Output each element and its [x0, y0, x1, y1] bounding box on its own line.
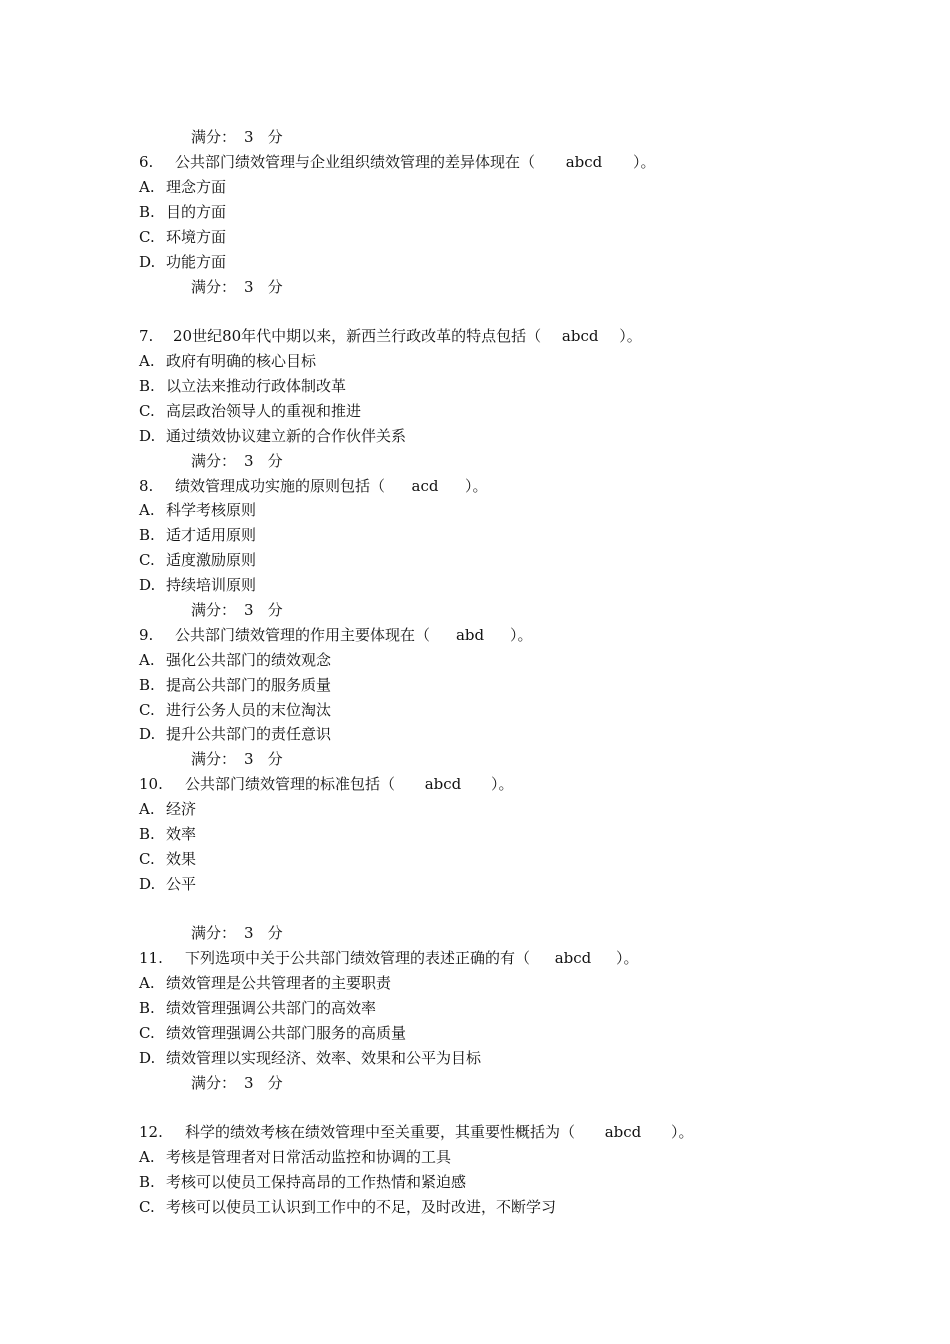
option-d: [0, 1046, 950, 1070]
score-line: [0, 1071, 950, 1095]
option-text: 高层政治领导人的重视和推进: [166, 402, 362, 420]
option-d: [0, 573, 950, 597]
option-letter: B.: [139, 377, 155, 395]
option-b: [0, 673, 950, 697]
option-letter: A.: [139, 651, 155, 669]
option-c: [0, 698, 950, 722]
score-label: 满分：: [191, 128, 237, 146]
option-text: 理念方面: [166, 178, 227, 196]
score-label: 满分：: [191, 1074, 237, 1092]
option-letter: A.: [139, 352, 155, 370]
question-number: 6.: [139, 153, 154, 171]
score-unit: 分: [267, 1074, 283, 1092]
option-letter: B.: [139, 999, 155, 1017]
option-d: [0, 872, 950, 896]
option-text: 以立法来推动行政体制改革: [166, 377, 347, 395]
question-number: 7.: [139, 327, 154, 345]
question-stem: 公共部门绩效管理与企业组织绩效管理的差异体现在（: [175, 153, 536, 171]
option-c: [0, 1195, 950, 1219]
option-letter: D.: [139, 576, 156, 594]
score-value: 3: [244, 452, 254, 470]
option-letter: C.: [139, 850, 155, 868]
question-stem: 科学的绩效考核在绩效管理中至关重要，其重要性概括为（: [185, 1123, 576, 1141]
option-text: 考核是管理者对日常活动监控和协调的工具: [166, 1148, 452, 1166]
option-b: [0, 1170, 950, 1194]
question-close: ）。: [633, 153, 656, 171]
score-unit: 分: [267, 452, 283, 470]
option-letter: D.: [139, 1049, 156, 1067]
option-letter: C.: [139, 1024, 155, 1042]
question-number: 12.: [139, 1123, 163, 1141]
option-letter: A.: [139, 178, 155, 196]
question-number: 11.: [139, 949, 163, 967]
option-text: 绩效管理强调公共部门服务的高质量: [166, 1024, 407, 1042]
score-label: 满分：: [191, 601, 237, 619]
score-line: [0, 449, 950, 473]
question-close: ）。: [465, 477, 488, 495]
option-letter: B.: [139, 526, 155, 544]
option-c: [0, 399, 950, 423]
question-answer: abcd: [565, 153, 603, 171]
option-letter: B.: [139, 203, 155, 221]
option-text: 效率: [166, 825, 197, 843]
option-letter: B.: [139, 1173, 155, 1191]
question-stem: 下列选项中关于公共部门绩效管理的表述正确的有（: [185, 949, 531, 967]
question-7: [0, 324, 950, 348]
option-c: [0, 847, 950, 871]
option-d: [0, 250, 950, 274]
option-letter: D.: [139, 253, 156, 271]
option-text: 通过绩效协议建立新的合作伙伴关系: [166, 427, 407, 445]
option-b: [0, 374, 950, 398]
option-a: [0, 498, 950, 522]
option-letter: A.: [139, 800, 155, 818]
score-value: 3: [244, 601, 254, 619]
question-answer: abcd: [554, 949, 592, 967]
question-stem: 公共部门绩效管理的作用主要体现在（: [175, 626, 431, 644]
option-d: [0, 424, 950, 448]
score-unit: 分: [267, 128, 283, 146]
question-close: ）。: [619, 327, 642, 345]
option-text: 环境方面: [166, 228, 227, 246]
option-letter: A.: [139, 501, 155, 519]
option-b: [0, 523, 950, 547]
option-b: [0, 996, 950, 1020]
option-a: [0, 648, 950, 672]
question-answer: abcd: [604, 1123, 642, 1141]
score-value: 3: [244, 924, 254, 942]
option-a: [0, 349, 950, 373]
score-line: [0, 598, 950, 622]
question-12: [0, 1120, 950, 1144]
question-close: ）。: [671, 1123, 694, 1141]
question-number: 10.: [139, 775, 163, 793]
question-close: ）。: [491, 775, 514, 793]
question-11: [0, 946, 950, 970]
option-letter: C.: [139, 551, 155, 569]
score-label: 满分：: [191, 278, 237, 296]
option-text: 科学考核原则: [166, 501, 257, 519]
score-line: [0, 747, 950, 771]
question-stem: 公共部门绩效管理的标准包括（: [185, 775, 396, 793]
option-text: 公平: [166, 875, 197, 893]
question-stem: 绩效管理成功实施的原则包括（: [175, 477, 386, 495]
option-letter: A.: [139, 974, 155, 992]
option-letter: D.: [139, 427, 156, 445]
option-a: [0, 797, 950, 821]
question-answer: abcd: [424, 775, 462, 793]
option-b: [0, 822, 950, 846]
option-b: [0, 200, 950, 224]
option-text: 提高公共部门的服务质量: [166, 676, 332, 694]
option-text: 考核可以使员工认识到工作中的不足，及时改进，不断学习: [166, 1198, 557, 1216]
question-10: [0, 772, 950, 796]
score-label: 满分：: [191, 924, 237, 942]
option-text: 绩效管理强调公共部门的高效率: [166, 999, 377, 1017]
option-letter: D.: [139, 875, 156, 893]
question-answer: abcd: [561, 327, 599, 345]
question-9: [0, 623, 950, 647]
option-text: 强化公共部门的绩效观念: [166, 651, 332, 669]
option-a: [0, 175, 950, 199]
question-answer: acd: [411, 477, 439, 495]
option-letter: A.: [139, 1148, 155, 1166]
option-letter: C.: [139, 701, 155, 719]
score-line: [0, 125, 950, 149]
option-a: [0, 1145, 950, 1169]
question-close: ）。: [510, 626, 533, 644]
option-letter: D.: [139, 725, 156, 743]
option-text: 进行公务人员的末位淘汰: [166, 701, 332, 719]
option-c: [0, 225, 950, 249]
option-letter: C.: [139, 1198, 155, 1216]
score-label: 满分：: [191, 750, 237, 768]
option-text: 效果: [166, 850, 197, 868]
option-text: 功能方面: [166, 253, 227, 271]
question-answer: abd: [455, 626, 485, 644]
option-text: 政府有明确的核心目标: [166, 352, 317, 370]
option-c: [0, 1021, 950, 1045]
option-text: 目的方面: [166, 203, 227, 221]
score-label: 满分：: [191, 452, 237, 470]
score-unit: 分: [267, 278, 283, 296]
option-text: 持续培训原则: [166, 576, 257, 594]
question-6: [0, 150, 950, 174]
score-value: 3: [244, 1074, 254, 1092]
option-letter: C.: [139, 228, 155, 246]
option-text: 经济: [166, 800, 197, 818]
option-text: 提升公共部门的责任意识: [166, 725, 332, 743]
option-text: 绩效管理是公共管理者的主要职责: [166, 974, 392, 992]
option-text: 适才适用原则: [166, 526, 257, 544]
question-stem: 20世纪80年代中期以来，新西兰行政改革的特点包括（: [173, 327, 542, 345]
score-line: [0, 921, 950, 945]
option-d: [0, 722, 950, 746]
option-text: 适度激励原则: [166, 551, 257, 569]
score-line: [0, 275, 950, 299]
score-value: 3: [244, 278, 254, 296]
option-letter: B.: [139, 676, 155, 694]
score-value: 3: [244, 750, 254, 768]
option-a: [0, 971, 950, 995]
question-close: ）。: [616, 949, 639, 967]
score-unit: 分: [267, 601, 283, 619]
option-text: 绩效管理以实现经济、效率、效果和公平为目标: [166, 1049, 482, 1067]
option-text: 考核可以使员工保持高昂的工作热情和紧迫感: [166, 1173, 467, 1191]
score-unit: 分: [267, 924, 283, 942]
score-value: 3: [244, 128, 254, 146]
question-number: 8.: [139, 477, 154, 495]
question-8: [0, 474, 950, 498]
option-letter: C.: [139, 402, 155, 420]
option-letter: B.: [139, 825, 155, 843]
option-c: [0, 548, 950, 572]
score-unit: 分: [267, 750, 283, 768]
question-number: 9.: [139, 626, 154, 644]
